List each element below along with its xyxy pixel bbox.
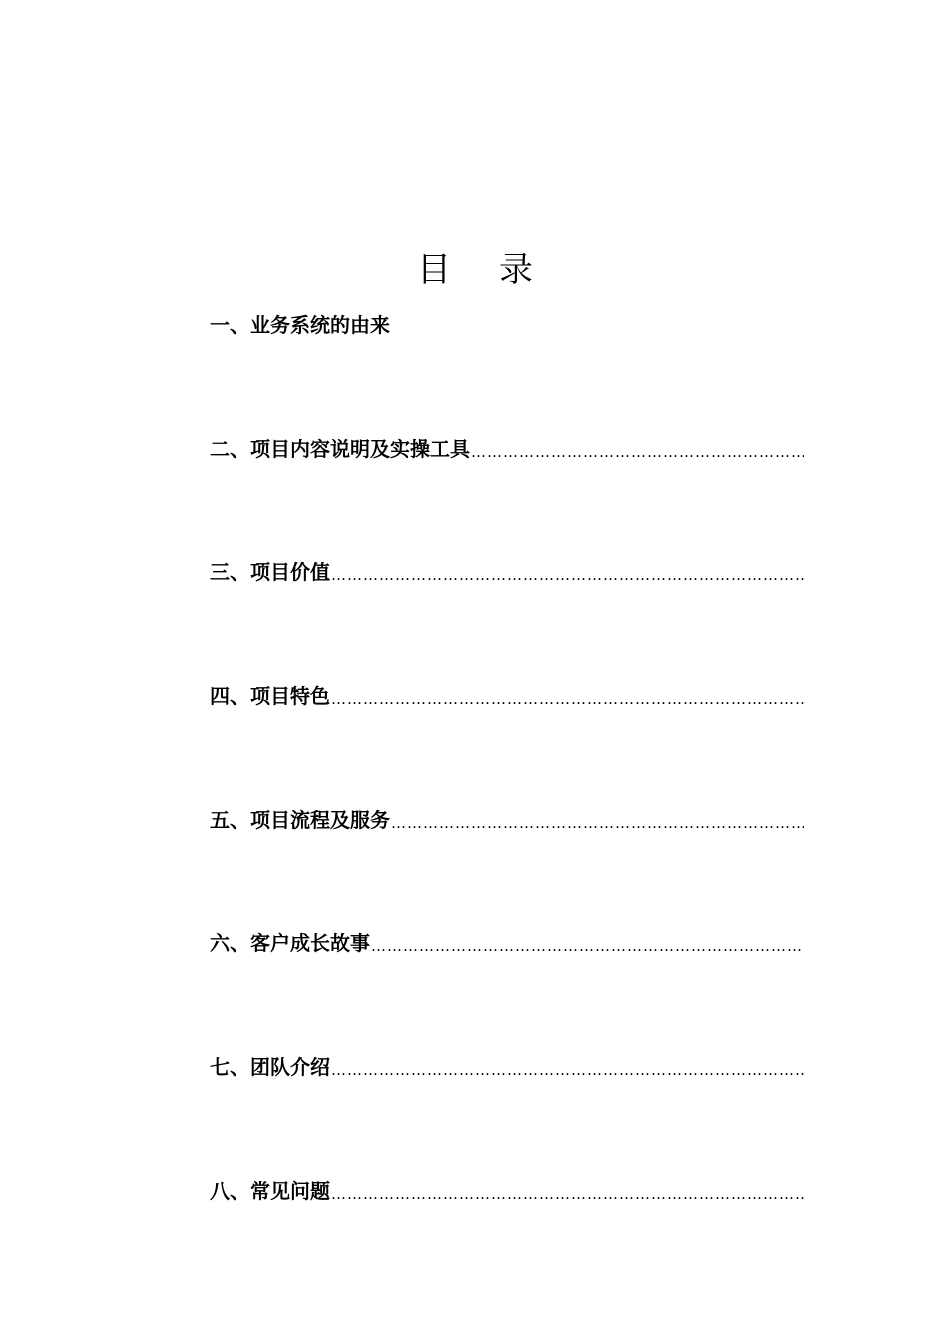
toc-entry-label: 三、项目价值 [210, 560, 330, 584]
toc-entry-label: 七、团队介绍 [210, 1055, 330, 1079]
toc-dot-leader [471, 440, 804, 464]
toc-entry-label: 四、项目特色 [210, 684, 330, 708]
toc-entry-4[interactable] [210, 681, 804, 711]
toc-entry-6[interactable] [210, 928, 804, 958]
toc-dot-leader [331, 1058, 804, 1082]
toc-entry-label: 六、客户成长故事 [210, 931, 370, 955]
toc-dot-leader [391, 811, 804, 835]
toc-entry-label: 八、常见问题 [210, 1179, 330, 1203]
toc-dot-leader [331, 563, 804, 587]
toc-entry-1[interactable] [210, 310, 804, 340]
toc-entry-2[interactable] [210, 434, 804, 464]
toc-entry-7[interactable] [210, 1052, 804, 1082]
toc-entry-8[interactable] [210, 1176, 804, 1206]
toc-dot-leader [331, 1182, 804, 1206]
toc-entry-label: 一、业务系统的由来 [210, 313, 390, 337]
page-title: 目录 [417, 249, 581, 290]
toc-dot-leader [331, 687, 804, 711]
toc-dot-leader [371, 934, 804, 958]
toc-entry-label: 五、项目流程及服务 [210, 808, 390, 832]
toc-entry-label: 二、项目内容说明及实操工具 [210, 437, 470, 461]
toc-entry-5[interactable] [210, 805, 804, 835]
toc-entry-3[interactable] [210, 557, 804, 587]
